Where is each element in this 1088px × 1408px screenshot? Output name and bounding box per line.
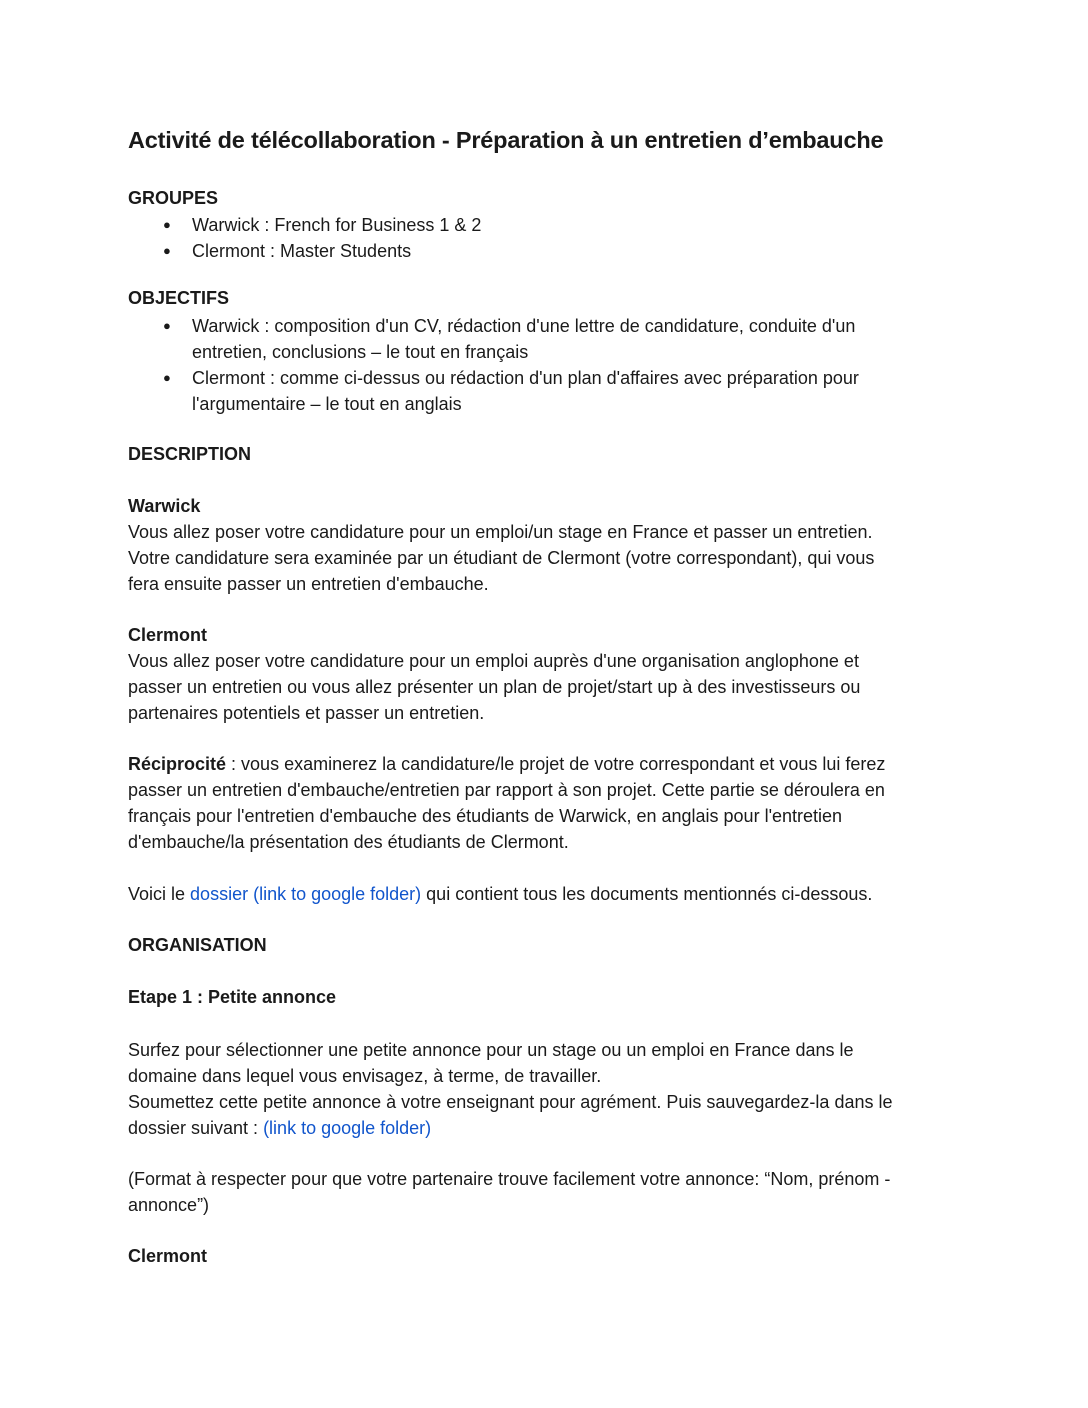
paragraph-line: Surfez pour sélectionner une petite annonce pour un stage ou un emploi en France dans le — [128, 1040, 854, 1060]
subheading-etape-1: Etape 1 : Petite annonce — [128, 987, 337, 1007]
section-heading-groupes: GROUPES — [128, 188, 219, 208]
bullet-icon: ● — [163, 318, 171, 333]
paragraph-line: passer un entretien ou vous allez présenter un plan de projet/start up à des investisseurs ou — [128, 677, 861, 697]
paragraph-line: Soumettez cette petite annonce à votre enseignant pour agrément. Puis sauvegardez-la dans le — [128, 1092, 893, 1112]
section-heading-description: DESCRIPTION — [128, 444, 252, 464]
paragraph-line: (Format à respecter pour que votre partenaire trouve facilement votre annonce: “Nom, prénom - — [128, 1169, 891, 1189]
section-heading-objectifs: OBJECTIFS — [128, 288, 230, 308]
paragraph-line: Vous allez poser votre candidature pour un emploi/un stage en France et passer un entretien. — [128, 522, 873, 542]
reciprocite-label: Réciprocité — [128, 754, 227, 774]
section-heading-organisation: ORGANISATION — [128, 935, 267, 955]
paragraph-line: Vous allez poser votre candidature pour un emploi auprès d'une organisation anglophone et — [128, 651, 859, 671]
paragraph-line: fera ensuite passer un entretien d'embauche. — [128, 574, 489, 594]
paragraph-line: domaine dans lequel vous envisagez, à terme, de travailler. — [128, 1066, 602, 1086]
bullet-icon: ● — [163, 370, 171, 385]
paragraph-line: d'embauche/la présentation des étudiants de Clermont. — [128, 832, 569, 852]
document-title: Activité de télécollaboration - Préparation à un entretien d’embauche — [128, 127, 884, 153]
paragraph-line: Votre candidature sera examinée par un étudiant de Clermont (votre correspondant), qui vous — [128, 548, 875, 568]
paragraph-line: Réciprocité : vous examinerez la candidature/le projet de votre correspondant et vous lui ferez — [128, 754, 886, 774]
bullet-icon: ● — [163, 243, 171, 258]
paragraph-line: Voici le dossier (link to google folder) qui contient tous les documents mentionnés ci-dessous. — [128, 884, 873, 904]
paragraph-line: dossier suivant : (link to google folder) — [128, 1118, 432, 1138]
dossier-link[interactable]: dossier (link to google folder) — [190, 884, 422, 904]
paragraph-line: annonce”) — [128, 1195, 210, 1215]
bullet-icon: ● — [163, 217, 171, 232]
subheading-clermont: Clermont — [128, 625, 208, 645]
paragraph-line: partenaires potentiels et passer un entretien. — [128, 703, 485, 723]
paragraph-line: français pour l'entretien d'embauche des étudiants de Warwick, en anglais pour l'entretien — [128, 806, 843, 826]
paragraph-line: passer un entretien d'embauche/entretien par rapport à son projet. Cette partie se déroulera en — [128, 780, 885, 800]
subheading-warwick: Warwick — [128, 496, 201, 516]
google-folder-link[interactable]: (link to google folder) — [263, 1118, 432, 1138]
subheading-clermont-etape: Clermont — [128, 1246, 208, 1266]
